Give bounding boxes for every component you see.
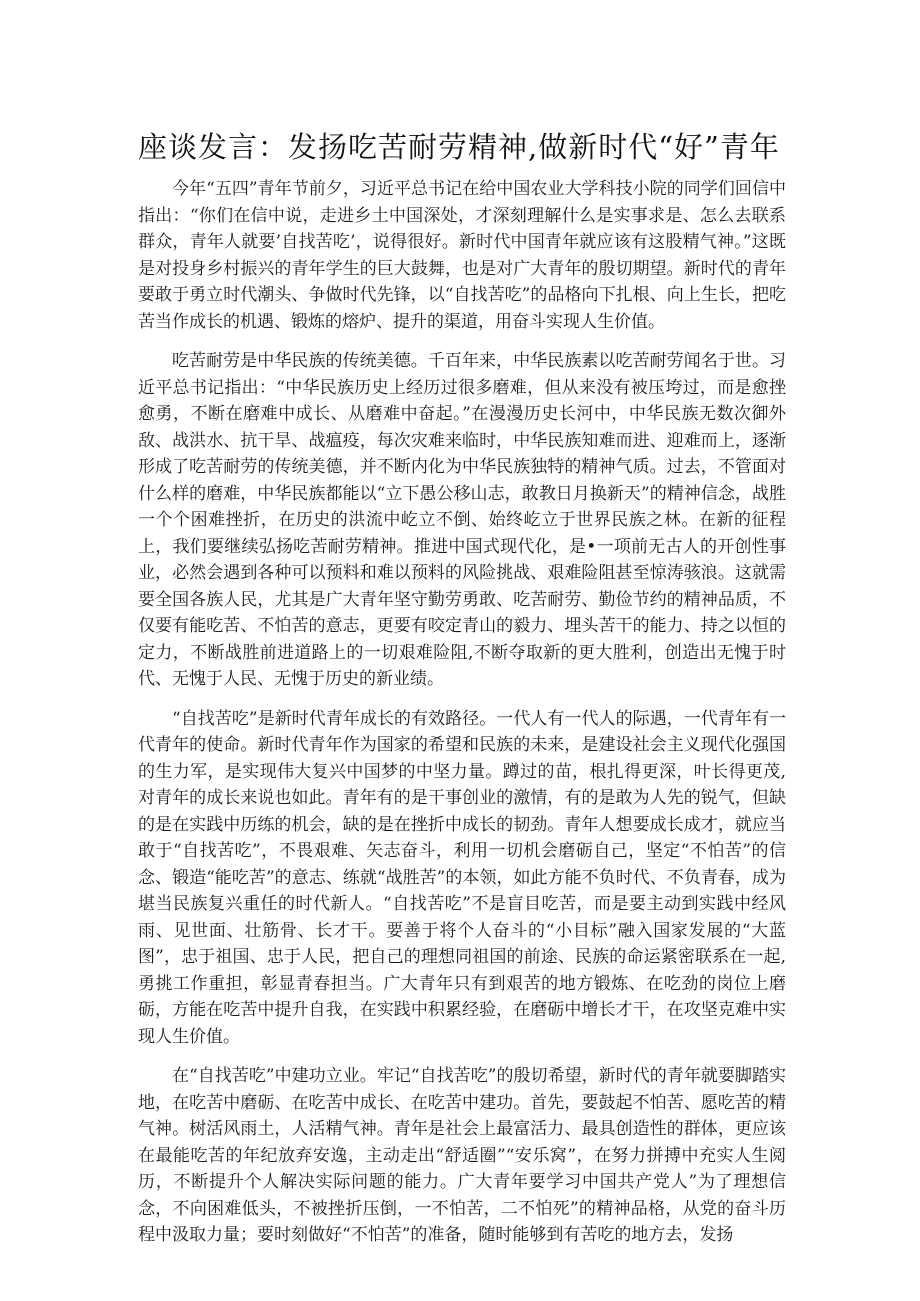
paragraph-1: 今年“五四”青年节前夕，习近平总书记在给中国农业大学科技小院的同学们回信中指出：“你们在信中说，走进乡土中国深处，才深刻理解什么是实事求是、怎么去联系群众，青年人就要’自找苦吃’，说得很好。新时代中国青年就应该有这股精气神。”这既是对投身乡村振兴的青年学生的巨大鼓舞，也是对广大青年的殷切期望。新时代的青年要敢于勇立时代潮头、争做时代先锋，以“自找苦吃”的品格向下扎根、向上生长，把吃苦当作成长的机遇、锻炼的熔炉、提升的渠道，用奋斗实现人生价值。 <box>138 179 786 332</box>
paragraph-3: “自找苦吃”是新时代青年成长的有效路径。一代人有一代人的际遇，一代青年有一代青年的使命。新时代青年作为国家的希望和民族的未来，是建设社会主义现代化强国的生力军，是实现伟大复兴中国梦的中坚力量。蹲过的苗，根扎得更深，叶长得更茂,对青年的成长来说也如此。青年有的是干事创业的激情，有的是敢为人先的锐气，但缺的是在实践中历练的机会，缺的是在挫折中成长的韧劲。青年人想要成长成才，就应当敢于“自找苦吃”，不畏艰难、矢志奋斗，利用一切机会磨砺自己，坚定“不怕苦”的信念、锻造“能吃苦”的意志、练就“战胜苦”的本领，如此方能不负时代、不负青春，成为堪当民族复兴重任的时代新人。“自找苦吃”不是盲目吃苦，而是要主动到实践中经风雨、见世面、壮筋骨、长才干。要善于将个人奋斗的“小目标”融入国家发展的“大蓝图”，忠于祖国、忠于人民，把自己的理想同祖国的前途、民族的命运紧密联系在一起,勇挑工作重担，彰显青春担当。广大青年只有到艰苦的地方锻炼、在吃劲的岗位上磨砺，方能在吃苦中提升自我，在实践中积累经验，在磨砺中增长才干，在攻坚克难中实现人生价值。 <box>138 708 786 1047</box>
paragraph-4: 在“自找苦吃”中建功立业。牢记“自找苦吃”的殷切希望，新时代的青年就要脚踏实地，在吃苦中磨砺、在吃苦中成长、在吃苦中建功。首先，要鼓起不怕苦、愿吃苦的精气神。树活风雨土，人活精气神。青年是社会上最富活力、最具创造性的群体，更应该在最能吃苦的年纪放弃安逸，主动走出“舒适圈”“安乐窝”，在努力拼搏中充实人生阅历，不断提升个人解决实际问题的能力。广大青年要学习中国共产党人”为了理想信念，不向困难低头，不被挫折压倒，一不怕苦，二不怕死”的精神品格，从党的奋斗历程中汲取力量；要时刻做好“不怕苦”的准备，随时能够到有苦吃的地方去，发扬 <box>138 1066 786 1245</box>
document-page <box>138 128 786 1262</box>
document-title: 座谈发言：发扬吃苦耐劳精神,做新时代“好”青年 <box>138 130 780 164</box>
paragraph-2: 吃苦耐劳是中华民族的传统美德。千百年来，中华民族素以吃苦耐劳闻名于世。习近平总书记指出：“中华民族历史上经历过很多磨难，但从来没有被压垮过，而是愈挫愈勇，不断在磨难中成长、从磨难中奋起。”在漫漫历史长河中，中华民族无数次御外敌、战洪水、抗干旱、战瘟疫，每次灾难来临时，中华民族知难而进、迎难而上，逐渐形成了吃苦耐劳的传统美德，并不断内化为中华民族独特的精神气质。过去，不管面对什么样的磨难，中华民族都能以“立下愚公移山志，敢教日月换新天”的精神信念，战胜一个个困难挫折，在历史的洪流中屹立不倒、始终屹立于世界民族之林。在新的征程上，我们要继续弘扬吃苦耐劳精神。推进中国式现代化，是•一项前无古人的开创性事业，必然会遇到各种可以预料和难以预料的风险挑战、艰难险阻甚至惊涛骇浪。这就需要全国各族人民，尤其是广大青年坚守勤劳勇敢、吃苦耐劳、勤俭节约的精神品质，不仅要有能吃苦、不怕苦的意志，更要有咬定青山的毅力、埋头苦干的能力、持之以恒的定力，不断战胜前进道路上的一切艰难险阻,不断夺取新的更大胜利，创造出无愧于时代、无愧于人民、无愧于历史的新业绩。 <box>138 351 786 689</box>
